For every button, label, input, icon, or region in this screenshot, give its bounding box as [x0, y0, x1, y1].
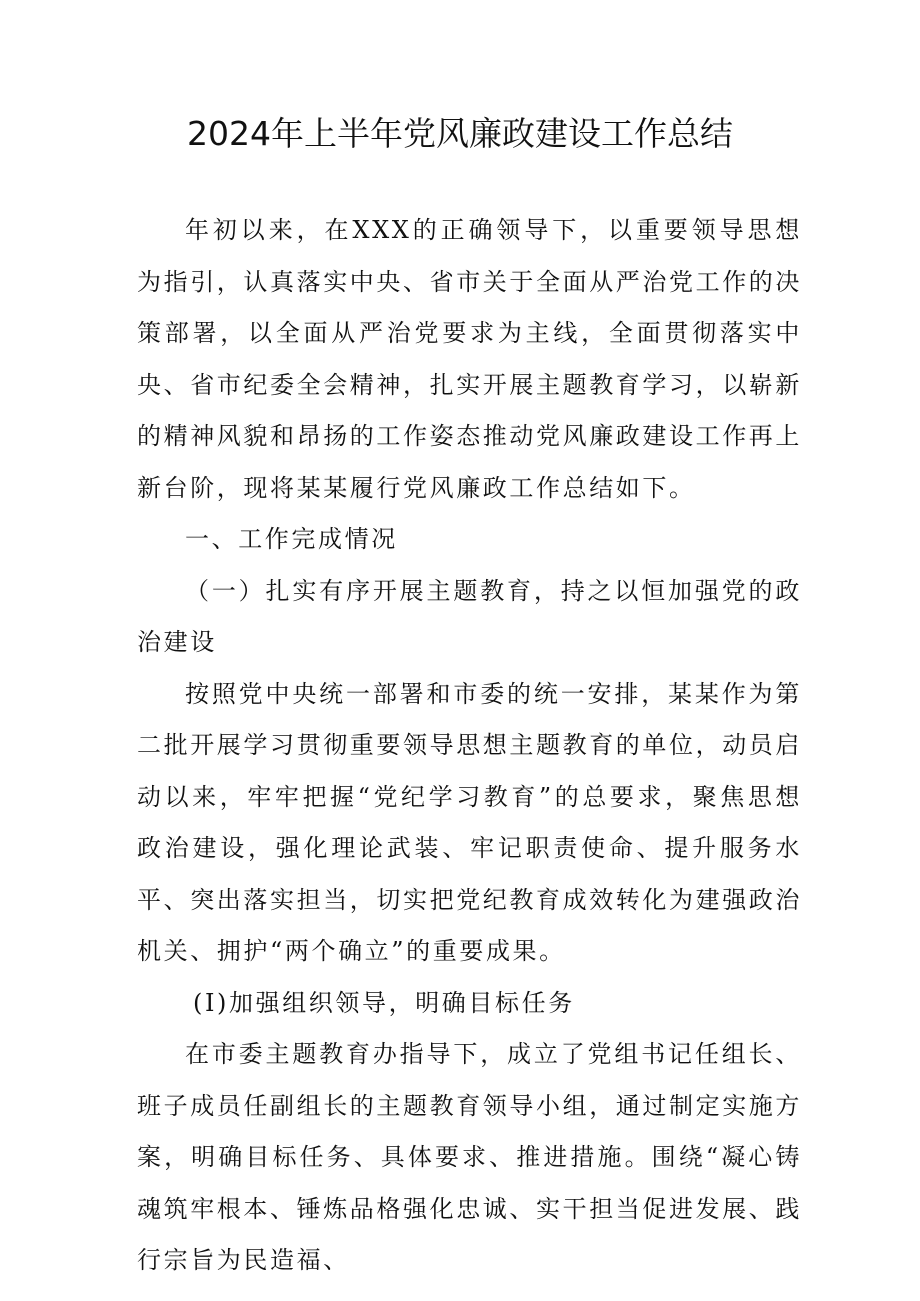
section-heading-1: 一、工作完成情况	[185, 525, 398, 553]
body-paragraph-1: 按照党中央统一部署和市委的统一安排，某某作为第二批开展学习贯彻重要领导思想主题教育的单位，动员启动以来，牢牢把握“党纪学习教育”的总要求，聚焦思想政治建设，强化理论武装、牢记职责使命、提升服务水平、突出落实担当，切实把党纪教育成效转化为建强政治机关、拥护“两个确立”的重要成果。	[137, 679, 802, 965]
subsubsection-heading-1: (I)加强组织领导，明确目标任务	[193, 988, 575, 1017]
intro-paragraph: 年初以来，在XXX的正确领导下，以重要领导思想为指引，认真落实中央、省市关于全面从严治党工作的决策部署，以全面从严治党要求为主线，全面贯彻落实中央、省市纪委全会精神，扎实开展主题教育学习，以崭新的精神风貌和昂扬的工作姿态推动党风廉政建设工作再上新台阶，现将某某履行党风廉政工作总结如下。	[137, 216, 802, 502]
document-title: 2024年上半年党风廉政建设工作总结	[187, 114, 733, 153]
body-paragraph-2: 在市委主题教育办指导下，成立了党组书记任组长、班子成员任副组长的主题教育领导小组，通过制定实施方案，明确目标任务、具体要求、推进措施。围绕“凝心铸魂筑牢根本、锤炼品格强化忠诚、实干担当促进发展、践行宗旨为民造福、	[137, 1040, 802, 1274]
document-body	[137, 205, 802, 1287]
subsection-heading-1: （一）扎实有序开展主题教育，持之以恒加强党的政治建设	[137, 576, 802, 656]
